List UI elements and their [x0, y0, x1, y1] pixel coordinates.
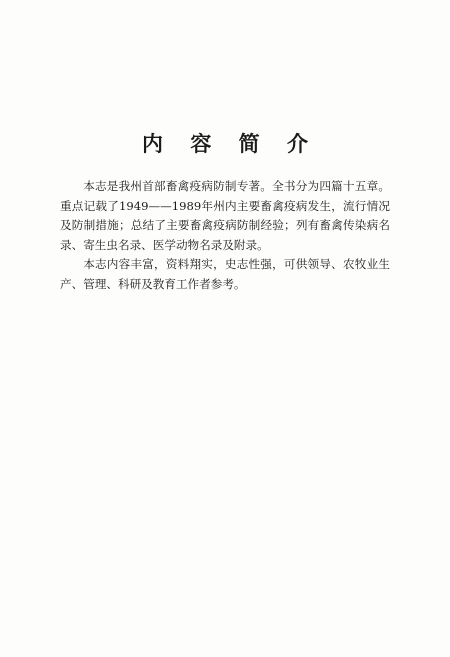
paragraph-2: 本志内容丰富，资料翔实，史志性强，可供领导、农牧业生产、管理、科研及教育工作者参考。	[60, 257, 390, 291]
body-text	[60, 177, 390, 295]
paragraph-1: 本志是我州首部畜禽疫病防制专著。全书分为四篇十五章。重点记载了1949——1989年州内主要畜禽疫病发生，流行情况及防制措施；总结了主要畜禽疫病防制经验；列有畜禽传染病名录、寄生虫名录、医学动物名录及附录。	[60, 179, 390, 252]
page-title: 内 容 简 介	[142, 131, 318, 156]
